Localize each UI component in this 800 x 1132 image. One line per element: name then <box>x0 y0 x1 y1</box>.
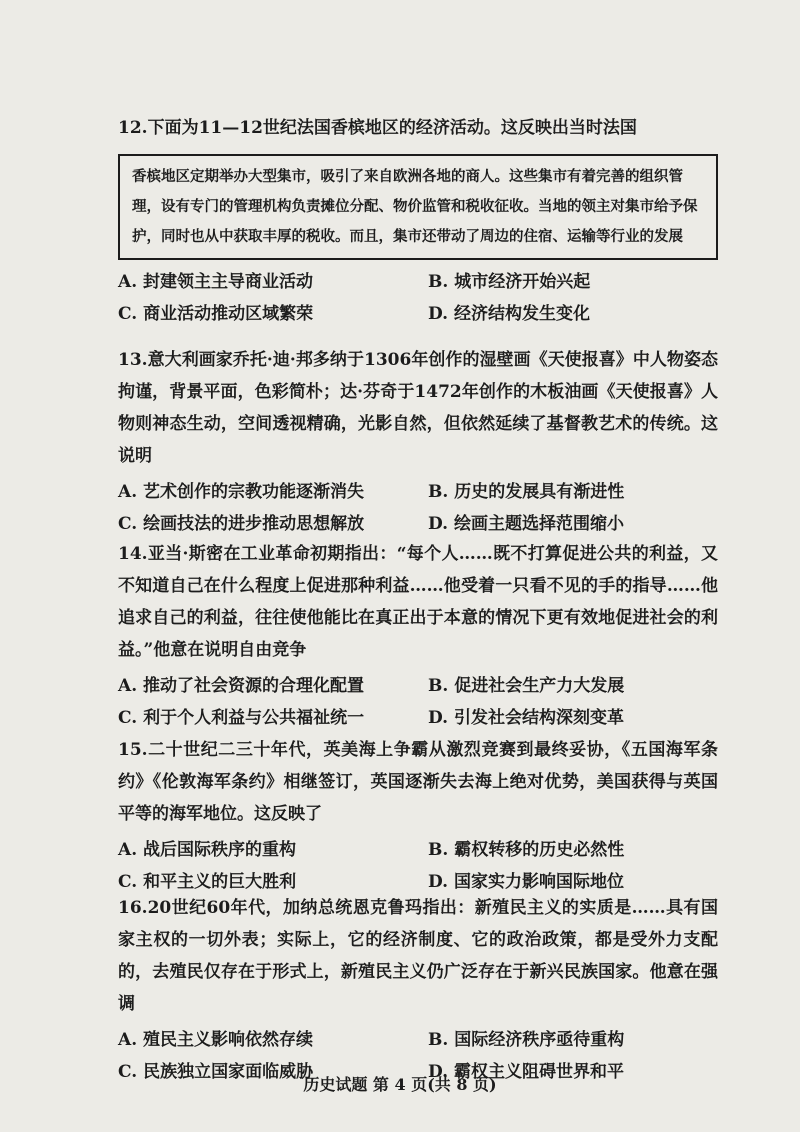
option-d: D. 绘画主题选择范围缩小 <box>428 514 624 534</box>
option-a: A. 殖民主义影响依然存续 <box>118 1030 314 1050</box>
question-text: 20世纪60年代，加纳总统恩克鲁玛指出：新殖民主义的实质是……具有国家主权的一切外表；实际上，它的经济制度、它的政治政策，都是受外力支配的，去殖民仅存在于形式上，新殖民主义仍广泛存在于新兴民族国家。他意在强调 <box>118 898 718 1014</box>
question-16 <box>118 892 718 1088</box>
option-a: A. 战后国际秩序的重构 <box>118 840 297 860</box>
option-d: D. 国家实力影响国际地位 <box>428 872 624 892</box>
question-15 <box>118 734 718 898</box>
question-number: 15. <box>118 740 148 760</box>
option-a: A. 推动了社会资源的合理化配置 <box>118 676 365 696</box>
question-13 <box>118 344 718 540</box>
option-c: C. 商业活动推动区域繁荣 <box>118 304 314 324</box>
question-number: 14. <box>118 544 148 564</box>
option-d: D. 引发社会结构深刻变革 <box>428 708 624 728</box>
option-d: D. 霸权主义阻碍世界和平 <box>428 1062 624 1082</box>
option-d: D. 经济结构发生变化 <box>428 304 590 324</box>
question-number: 12. <box>118 118 148 138</box>
question-stem <box>118 892 718 1020</box>
question-stem <box>118 344 718 472</box>
question-text: 亚当·斯密在工业革命初期指出：“每个人……既不打算促进公共的利益，又不知道自己在什么程度上促进那种利益……他受着一只看不见的手的指导……他追求自己的利益，往往使他能比在真正出于本意的情况下更有效地促进社会的利益。”他意在说明自由竞争 <box>118 544 718 660</box>
option-c: C. 和平主义的巨大胜利 <box>118 872 297 892</box>
question-text: 意大利画家乔托·迪·邦多纳于1306年创作的湿壁画《天使报喜》中人物姿态拘谨，背景平面，色彩简朴；达·芬奇于1472年创作的木板油画《天使报喜》人物则神态生动，空间透视精确，光影自然，但依然延续了基督教艺术的传统。这说明 <box>118 350 718 466</box>
question-12 <box>118 112 718 330</box>
question-14 <box>118 538 718 734</box>
option-c: C. 绘画技法的进步推动思想解放 <box>118 514 365 534</box>
page-footer: 历史试题 第 4 页(共 8 页) <box>303 1075 497 1094</box>
option-a: A. 封建领主主导商业活动 <box>118 272 314 292</box>
option-a: A. 艺术创作的宗教功能逐渐消失 <box>118 482 365 502</box>
option-b: B. 国际经济秩序亟待重构 <box>428 1030 625 1050</box>
question-stem <box>118 734 718 830</box>
question-stem <box>118 538 718 666</box>
material-box: 香槟地区定期举办大型集市，吸引了来自欧洲各地的商人。这些集市有着完善的组织管理，设有专门的管理机构负责摊位分配、物价监管和税收征收。当地的领主对集市给予保护，同时也从中获取丰厚的税收。而且，集市还带动了周边的住宿、运输等行业的发展 <box>118 154 718 260</box>
option-b: B. 霸权转移的历史必然性 <box>428 840 625 860</box>
question-number: 13. <box>118 350 148 370</box>
options-grid <box>118 476 718 540</box>
options-grid <box>118 834 718 898</box>
options-grid <box>118 266 718 330</box>
question-text: 二十世纪二三十年代，英美海上争霸从激烈竞赛到最终妥协，《五国海军条约》《伦敦海军条约》相继签订，英国逐渐失去海上绝对优势，美国获得与英国平等的海军地位。这反映了 <box>118 740 718 824</box>
option-b: B. 城市经济开始兴起 <box>428 272 591 292</box>
option-c: C. 利于个人利益与公共福祉统一 <box>118 708 365 728</box>
option-c: C. 民族独立国家面临威胁 <box>118 1062 314 1082</box>
options-grid <box>118 670 718 734</box>
option-b: B. 促进社会生产力大发展 <box>428 676 625 696</box>
question-text: 下面为11—12世纪法国香槟地区的经济活动。这反映出当时法国 <box>147 118 637 138</box>
option-b: B. 历史的发展具有渐进性 <box>428 482 625 502</box>
question-number: 16. <box>118 898 148 918</box>
question-stem <box>118 112 718 144</box>
